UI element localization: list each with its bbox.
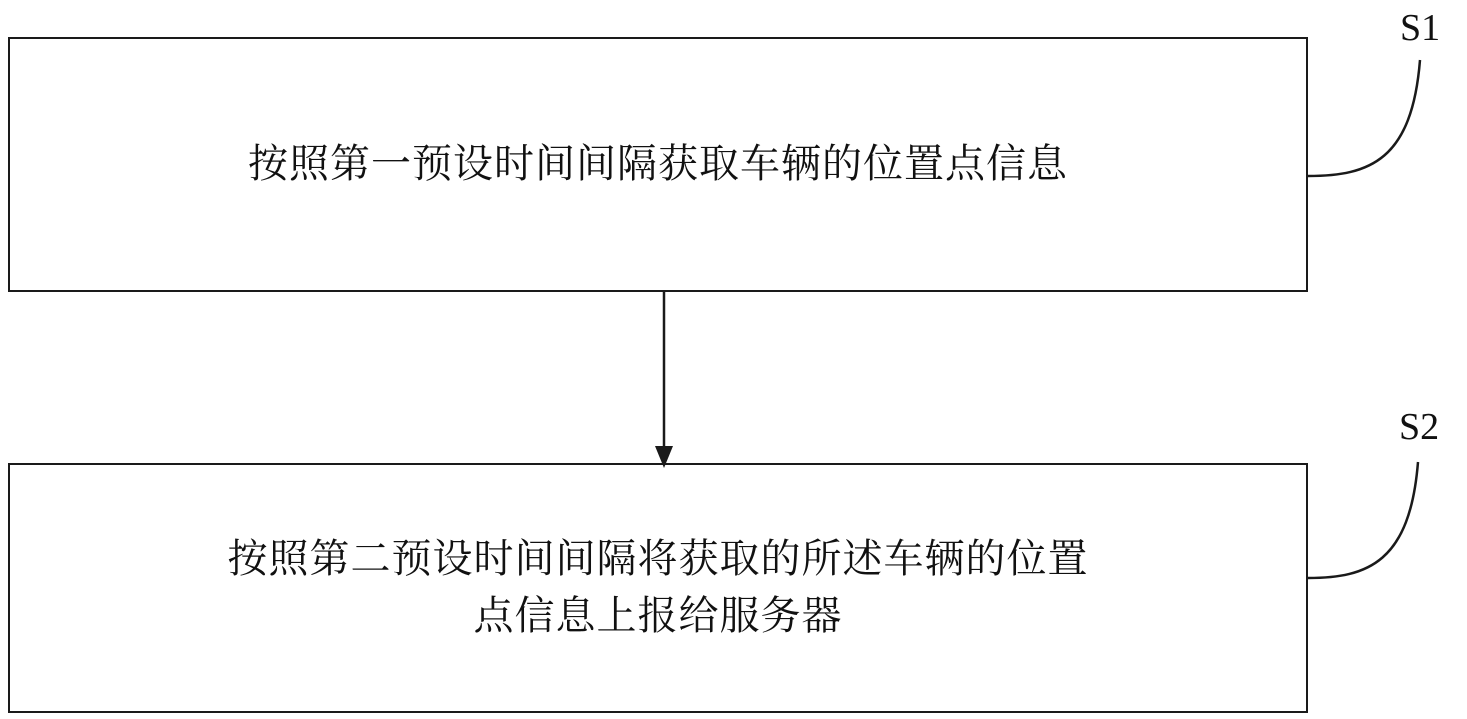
arrow-s1-to-s2: [655, 292, 673, 468]
leader-line-s1: [1308, 60, 1420, 176]
step-s1-text: 按照第一预设时间间隔获取车辆的位置点信息: [248, 141, 1068, 187]
step-label-s2: S2: [1399, 406, 1440, 448]
step-label-s1: S1: [1400, 7, 1441, 49]
step-box-s1: [8, 37, 1308, 292]
step-box-s2: [8, 463, 1308, 713]
leader-line-s2: [1308, 462, 1418, 578]
step-s2-text: 按照第二预设时间间隔将获取的所述车辆的位置 点信息上报给服务器: [227, 536, 1089, 638]
